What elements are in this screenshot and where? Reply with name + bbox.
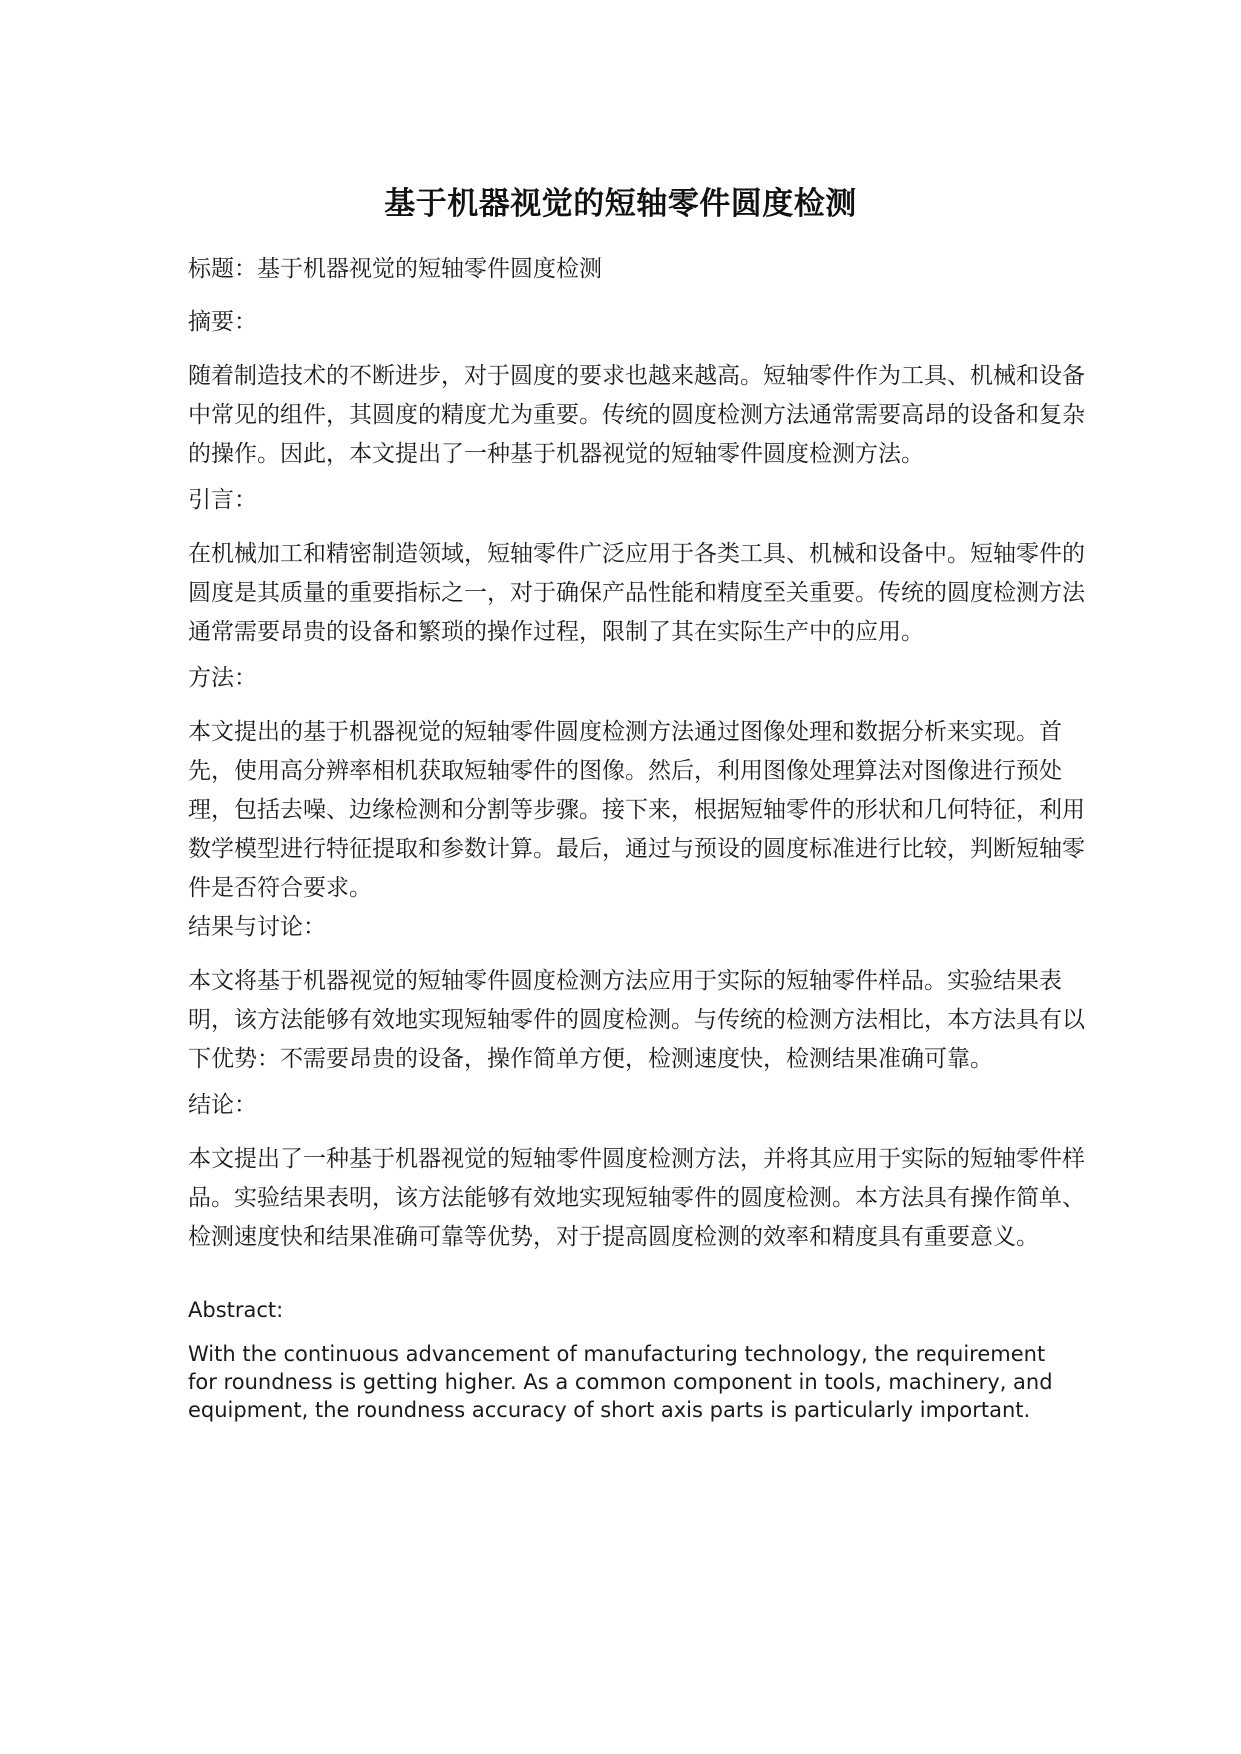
conclusion-heading: 结论： bbox=[188, 1092, 257, 1118]
results-paragraph: 本文将基于机器视觉的短轴零件圆度检测方法应用于实际的短轴零件样品。实验结果表明，该方法能够有效地实现短轴零件的圆度检测。与传统的检测方法相比，本方法具有以下优势：不需要昂贵的设备，操作简单方便，检测速度快，检测结果准确可靠。 bbox=[188, 968, 1085, 1072]
abstract-heading: 摘要： bbox=[188, 309, 257, 335]
results-heading: 结果与讨论： bbox=[188, 914, 326, 940]
en-abstract-heading: Abstract: bbox=[188, 1298, 284, 1322]
title-line: 标题：基于机器视觉的短轴零件圆度检测 bbox=[188, 256, 602, 282]
en-abstract-paragraph: With the continuous advancement of manufacturing technology, the requirement for roundness is getting higher. As a common component in tools, machinery, and equipment, the roundness accuracy of short axis parts is particularly important. bbox=[188, 1342, 1053, 1422]
method-heading: 方法： bbox=[188, 665, 257, 691]
abstract-paragraph: 随着制造技术的不断进步，对于圆度的要求也越来越高。短轴零件作为工具、机械和设备中常见的组件，其圆度的精度尤为重要。传统的圆度检测方法通常需要高昂的设备和复杂的操作。因此，本文提出了一种基于机器视觉的短轴零件圆度检测方法。 bbox=[188, 363, 1085, 467]
conclusion-paragraph: 本文提出了一种基于机器视觉的短轴零件圆度检测方法，并将其应用于实际的短轴零件样品。实验结果表明，该方法能够有效地实现短轴零件的圆度检测。本方法具有操作简单、检测速度快和结果准确可靠等优势，对于提高圆度检测的效率和精度具有重要意义。 bbox=[188, 1146, 1085, 1250]
intro-paragraph: 在机械加工和精密制造领域，短轴零件广泛应用于各类工具、机械和设备中。短轴零件的圆度是其质量的重要指标之一，对于确保产品性能和精度至关重要。传统的圆度检测方法通常需要昂贵的设备和繁琐的操作过程，限制了其在实际生产中的应用。 bbox=[188, 541, 1085, 645]
document-title: 基于机器视觉的短轴零件圆度检测 bbox=[384, 186, 857, 222]
method-paragraph: 本文提出的基于机器视觉的短轴零件圆度检测方法通过图像处理和数据分析来实现。首先，使用高分辨率相机获取短轴零件的图像。然后，利用图像处理算法对图像进行预处理，包括去噪、边缘检测和分割等步骤。接下来，根据短轴零件的形状和几何特征，利用数学模型进行特征提取和参数计算。最后，通过与预设的圆度标准进行比较，判断短轴零件是否符合要求。 bbox=[188, 719, 1085, 901]
intro-heading: 引言： bbox=[188, 487, 257, 513]
